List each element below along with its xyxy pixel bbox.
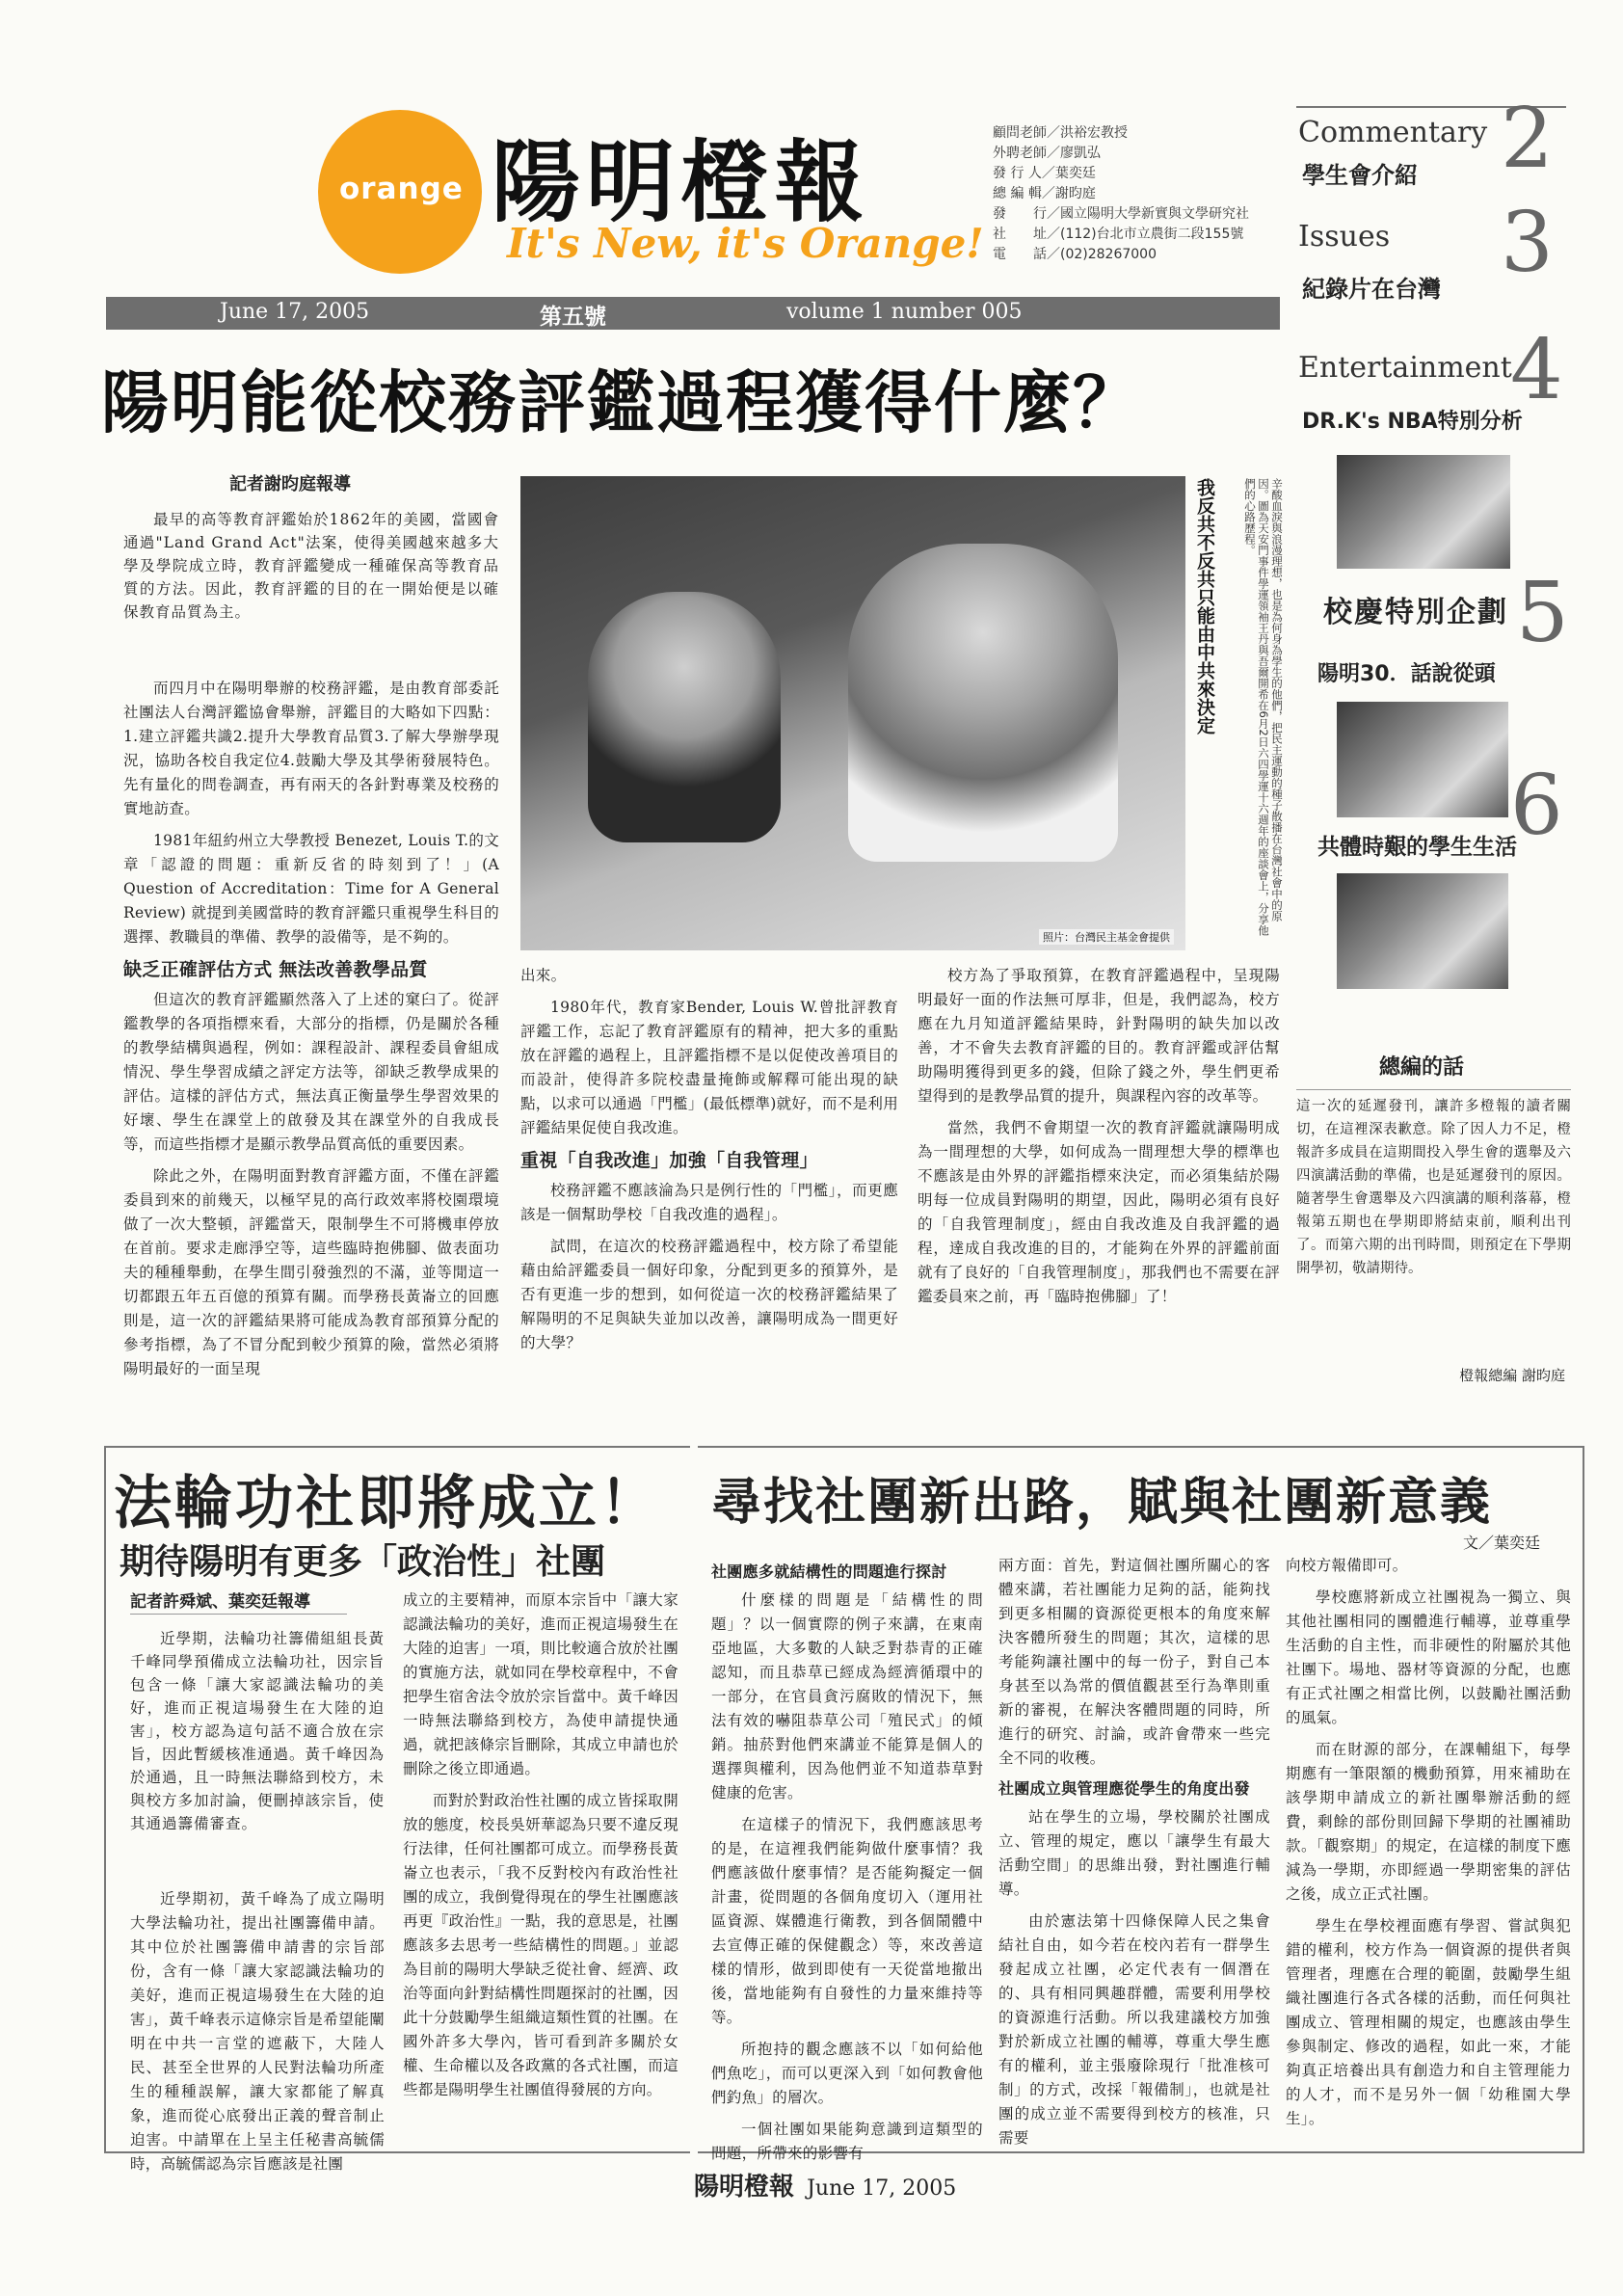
section-num: 5: [1516, 565, 1569, 661]
subhead: 社團應多就結構性的問題進行探討: [711, 1562, 947, 1581]
paragraph: 近學期初，黃千峰為了成立陽明大學法輪功社，提出社團籌備申請。其中位於社團籌備申請書的宗旨部份，含有一條「讓大家認識法輪功的美好，進而正視這場發生在大陸的迫害」，黃千峰表示這條宗旨是希望能闡明在中共一言堂的遮蔽下，大陸人民、甚至全世界的人民對法輪功所產生的種種誤解，讓大家都能了解真象，進而從心底發出正義的聲音制止迫害。中請單在上呈主任秘書高毓儒時，高毓儒認為宗旨應該是社團: [130, 1890, 385, 2173]
paragraph: 而在財源的部分，在課輔組下，每學期應有一筆限額的機動預算，用來補助在該學期申請成立的新社團舉辦活動的經費，剩餘的部份則回歸下學期的社團補助款。「觀察期」的規定，在這樣的制度下應減為一學期，亦即經過一學期密集的評估之後，成立正式社團。: [1286, 1741, 1571, 1903]
subhead: 重視「自我改進」加強「自我管理」: [520, 1150, 818, 1171]
lead-col-1: [123, 677, 499, 1389]
clubs-byline: 文／葉奕廷: [1463, 1534, 1541, 1552]
nba-photo: [1337, 455, 1510, 569]
editor-rule: [1296, 1089, 1571, 1090]
section-num: 4: [1510, 322, 1563, 418]
section-title: 紀錄片在台灣: [1302, 276, 1441, 303]
credit-line: 社 址／(112)台北市立農街二段155號: [993, 227, 1244, 242]
editor-box: [1296, 1051, 1571, 1436]
subhead: 社團成立與管理應從學生的角度出發: [998, 1779, 1250, 1798]
paragraph: 校方為了爭取預算，在教育評鑑過程中，呈現陽明最好一面的作法無可厚非，但是，我們認為，校方應在九月知道評鑑結果時，針對陽明的缺失加以改善，才不會失去教育評鑑的目的。教育評鑑或評估幫助陽明獲得到更多的錢，但除了錢之外，學生們更希望得到的是教學品質的提升，與課程內容的改革等。: [918, 967, 1280, 1105]
paper-slogan: It's New, it's Orange!: [507, 220, 984, 267]
issue-bar: [106, 297, 1280, 330]
lead-byline: 記者謝昀庭報導: [229, 474, 351, 494]
vertical-quote: 我反共不反共只能由中共來決定: [1194, 478, 1215, 734]
photo-caption: 照片：台灣民主基金會提供: [1039, 929, 1174, 945]
credit-line: 總 編 輯／謝昀庭: [993, 186, 1096, 201]
clubs-col-1: [711, 1554, 983, 2174]
paragraph: 學生在學校裡面應有學習、嘗試與犯錯的權利，校方作為一個資源的提供者與管理者，理應在合理的範圍，鼓勵學生組織社團進行各式各樣的活動，而任何與社團成立、管理相關的規定，也應該由學生參與制定、修改的過程，如此一來，才能夠真正培養出具有創造力和自主管理能力的人才，而不是另外一個「幼稚園大學生」。: [1286, 1917, 1571, 2127]
paragraph: 而四月中在陽明舉辦的校務評鑑，是由教育部委託社團法人台灣評鑑協會舉辦，評鑑目的大略如下四點：1.建立評鑑共識2.提升大學教育品質3.了解大學辦學現況，協助各校自我定位4.鼓勵大學及其學術發展特色。先有量化的問卷調查，再有兩天的各針對專業及校務的實地訪查。: [123, 680, 499, 817]
paragraph: 1981年紐約州立大學教授 Benezet, Louis T.的文章「認證的問題：重新反省的時刻到了！」(A Question of Accreditation：Time for A General Review) 就提到美國當時的教育評鑑只重視學生科目的選擇、教職員的準備、教學的設備等，是不夠的。: [123, 832, 499, 946]
photo-figure-left: [588, 592, 781, 842]
falun-col-1: [130, 1887, 385, 2184]
falun-intro-text: 近學期，法輪功社籌備組組長黃千峰同學預備成立法輪功社，因宗旨包含一條「讓大家認識法輪功的美好，進而正視這場發生在大陸的迫害」，校方認為這句話不適合放在宗旨，因此暫緩核准通過。黃千峰因為於通過，且一時無法聯絡到校方，未與校方多加討論，便刪掉該宗旨，使其通過籌備審查。: [130, 1630, 386, 1832]
issue-number: 第五號: [540, 304, 606, 330]
vertical-note: 辛酸血淚與浪漫理想，也是為何身為學生的他們，把民主運動的種子散播在台灣社會中的原因。圖為天安門事件學運領袖王丹與吾爾開希在6月2日六四學運十六週年的座談會上，分享他們的心路歷程。: [1243, 478, 1284, 936]
issue-volume: volume 1 number 005: [786, 300, 1023, 324]
section-title: 校慶特別企劃: [1323, 596, 1508, 629]
credits-block: [993, 123, 1311, 265]
anniversary-photo: [1337, 702, 1508, 817]
section-title: 學生會介紹: [1302, 162, 1418, 189]
paragraph: 什麼樣的問題是「結構性的問題」？以一個實際的例子來講，在東南亞地區，大多數的人缺乏對恭青的正確認知，而且恭草已經成為經濟循環中的一部分，在官員貪污腐敗的情況下，無法有效的嚇阻恭草公司「殖民式」的傾銷。抽菸對他們來講並不能算是個人的選擇與權利，因為他們並不知道恭草對健康的危害。: [711, 1591, 983, 1802]
paragraph: 出來。: [520, 967, 567, 984]
credit-line: 發 行 人／葉奕廷: [993, 166, 1096, 181]
student-life-photo: [1337, 873, 1508, 989]
paragraph: 試問，在這次的校務評鑑過程中，校方除了希望能藉由給評鑑委員一個好印象，分配到更多的預算外，是否有更進一步的想到，如何從這一次的校務評鑑結果了解陽明的不足與缺失並加以改善，讓陽明成為一間更好的大學？: [520, 1238, 898, 1351]
falun-col-2: [403, 1589, 678, 2110]
sidebar: [1296, 91, 1576, 1070]
paragraph: 成立的主要精神，而原本宗旨中「讓大家認識法輪功的美好，進而正視這場發生在大陸的迫害」一項，則比較適合放於社團的實施方法，就如同在學校章程中，不會把學生宿舍法令放於宗旨當中。黃千峰因一時無法聯絡到校方，為使申請提快通過，就把該條宗旨刪除，其成立申請也於刪除之後立即通過。: [403, 1591, 678, 1777]
paper-title: 陽明橙報: [492, 130, 870, 234]
paragraph: 由於憲法第十四條保障人民之集會結社自由，如今若在校內若有一群學生發起成立社團，必定代表有一個潛在的、具有相同興趣群體，需要利用學校的資源進行活動。所以我建議校方加強對於新成立社團的輔導，尊重大學生應有的權利，並主張廢除現行「批准核可制」的方式，改採「報備制」，也就是社團的成立並不需要得到校方的核准，只需要: [998, 1912, 1270, 2147]
credit-line: 電 話／(02)28267000: [993, 247, 1157, 262]
section-num: 2: [1501, 91, 1554, 187]
section-num: 3: [1501, 195, 1554, 291]
logo-word: orange: [339, 172, 464, 206]
clubs-col-3: [1286, 1554, 1571, 2139]
editor-body: 這一次的延遲發刊，讓許多橙報的讀者關切，在這裡深表歉意。除了因人力不足，橙報許多成員在這期間投入學生會的選舉及六四演講活動的準備，也是延遲發刊的原因。隨著學生會選舉及六四演講的順利落幕，橙報第五期也在學期即將結束前，順利出刊了。而第六期的出刊時間，則預定在下學期開學初，敬請期待。: [1296, 1099, 1571, 1276]
paragraph: 而對於對政治性社團的成立皆採取開放的態度，校長吳妍華認為只要不違反現行法律，任何社團都可成立。而學務長黃崙立也表示，「我不反對校內有政治性社團的成立，我倒覺得現在的學生社團應該再更『政治性』一點，我的意思是，社團應該多去思考一些結構性的問題。」並認為目前的陽明大學缺乏從社會、經濟、政治等面向針對結構性問題探討的社團，因此十分鼓勵學生組織這類性質的社團。在國外許多大學內，皆可看到許多關於女權、生命權以及各政黨的各式社團，而這些都是陽明學生社團值得發展的方向。: [403, 1792, 678, 2098]
credit-line: 外聘老師／廖凱弘: [993, 146, 1101, 161]
editor-sign: 橙報總編 謝昀庭: [1459, 1367, 1565, 1384]
paragraph: 校務評鑑不應該淪為只是例行性的「門檻」，而更應該是一個幫助學校「自我改進的過程」。: [520, 1182, 898, 1223]
lead-photo: [520, 476, 1185, 950]
footer: [694, 2167, 956, 2203]
paragraph: 除此之外，在陽明面對教育評鑑方面，不僅在評鑑委員到來的前幾天，以極罕見的高行政效率將校園環境做了一次大整頓，評鑑當天，限制學生不可將機車停放在首前。要求走廊淨空等，這些臨時抱佛腳、做表面功夫的種種舉動，在學生間引發強烈的不滿，並等閒這一切都跟五年五百億的預算有關。而學務長黃崙立的回應則是，這一次的評鑑結果將可能成為教育部預算分配的參考指標，為了不冒分配到較少預算的險，當然必須將陽明最好的一面呈現: [123, 1167, 499, 1377]
credit-line: 顧問老師／洪裕宏教授: [993, 125, 1128, 141]
section-num: 6: [1510, 758, 1563, 854]
section-title: 陽明30．話說從頭: [1317, 662, 1496, 686]
paragraph: 學校應將新成立社團視為一獨立、與其他社團相同的團體進行輔導，並尊重學生活動的自主性，而非硬性的附屬於其他社團下。場地、器材等資源的分配，也應有正式社團之相當比例，以鼓勵社團活動的風氣。: [1286, 1589, 1571, 1726]
clubs-col-2: [998, 1554, 1270, 2158]
paragraph: 當然，我們不會期望一次的教育評鑑就讓陽明成為一間理想的大學，如何成為一間理想大學的標準也不應該是由外界的評鑑指標來決定，而必須集結於陽明每一位成員對陽明的期望，因此，陽明必須有良好的「自我管理制度」，經由自我改進及自我評鑑的過程，達成自我改進的目的，才能夠在外界的評鑑前面就有了良好的「自我管理制度」，那我們也不需要在評鑑委員來之前，再「臨時抱佛腳」了！: [918, 1119, 1280, 1305]
falun-intro: [130, 1627, 385, 1835]
section-title: DR.K's NBA特別分析: [1302, 410, 1523, 434]
paragraph: 所抱持的觀念應該不以「如何給他們魚吃」，而可以更深入到「如何教會他們釣魚」的層次。: [711, 2041, 983, 2106]
footer-title: 陽明橙報: [694, 2173, 795, 2202]
issue-date: June 17, 2005: [220, 300, 370, 324]
section-title: 共體時艱的學生生活: [1317, 835, 1517, 860]
falun-title: 法輪功社即將成立！: [114, 1470, 660, 1537]
section-en: Issues: [1298, 220, 1391, 254]
clubs-title: 尋找社團新出路，賦與社團新意義: [711, 1473, 1493, 1532]
paragraph: 在這樣子的情況下，我們應該思考的是，在這裡我們能夠做什麼事情？我們應該做什麼事情？是否能夠擬定一個計畫，從問題的各個角度切入（運用社區資源、媒體進行衛教，到各個鬧體中去宣傳正確的保健觀念）等，來改善這樣的情形，做到即使有一天從當地撤出後，當地能夠有自發性的力量來維持等等。: [711, 1816, 983, 2026]
photo-figure-right: [848, 544, 1118, 862]
falun-byline: 記者許舜斌、葉奕廷報導: [130, 1588, 347, 1615]
subhead: 缺乏正確評估方式 無法改善教學品質: [123, 959, 428, 980]
editor-title: 總編的話: [1379, 1055, 1465, 1080]
credit-line: 發 行／國立陽明大學新實與文學研究社: [993, 206, 1249, 222]
footer-date: June 17, 2005: [807, 2176, 957, 2201]
lead-col-2: [520, 964, 898, 1363]
headline: 陽明能從校務評鑑過程獲得什麼？: [101, 362, 1142, 442]
section-en: Entertainment: [1298, 351, 1512, 385]
lead-intro: [123, 508, 499, 624]
paragraph: 但這次的教育評鑑顯然落入了上述的窠臼了。從評鑑教學的各項指標來看，大部分的指標，仍是關於各種的教學結構與過程，例如：課程設計、課程委員會組成情況、學生學習成績之評定方法等，卻缺乏教學成果的評估。這樣的評估方式，無法真正衡量學生學習效果的好壞、學生在課堂上的啟發及其在課堂外的自我成長等，而這些指標才是顯示教學品質高低的重要因素。: [123, 991, 499, 1153]
lead-intro-text: 最早的高等教育評鑑始於1862年的美國，當國會通過"Land Grand Act"法案，使得美國越來越多大學及學院成立時，教育評鑑變成一種確保高等教育品質的方法。因此，教育評鑑的目的在一開始便是以確保教育品質為主。: [123, 511, 499, 621]
paragraph: 站在學生的立場，學校關於社團成立、管理的規定，應以「讓學生有最大活動空間」的思維出發，對社團進行輔導。: [998, 1808, 1270, 1898]
paragraph: 向校方報備即可。: [1286, 1557, 1408, 1574]
falun-subtitle: 期待陽明有更多「政治性」社團: [120, 1541, 606, 1582]
paragraph: 1980年代，教育家Bender, Louis W.曾批評教育評鑑工作，忘記了教育評鑑原有的精神，把大多的重點放在評鑑的過程上，且評鑑指標不是以促使改善項目的而設計，使得許多院校盡量掩飾或解釋可能出現的缺點，以求可以通過「門檻」(最低標準)就好，而不是利用評鑑結果促使自我改進。: [520, 999, 898, 1136]
lead-col-3: [918, 964, 1280, 1317]
paragraph: 一個社團如果能夠意識到這類型的問題，所帶來的影響有: [711, 2121, 983, 2162]
section-en: Commentary: [1298, 116, 1488, 149]
paragraph: 兩方面：首先，對這個社團所關心的客體來講，若社團能力足夠的話，能夠找到更多相關的資源從更根本的角度來解決客體所發生的問題；其次，這樣的思考能夠讓社團中的每一份子，對自己本身甚至以為常的價值觀甚至行為準則重新的審視，在解決客體問題的同時，所進行的研究、討論，或許會帶來一些完全不同的收穫。: [998, 1557, 1270, 1767]
